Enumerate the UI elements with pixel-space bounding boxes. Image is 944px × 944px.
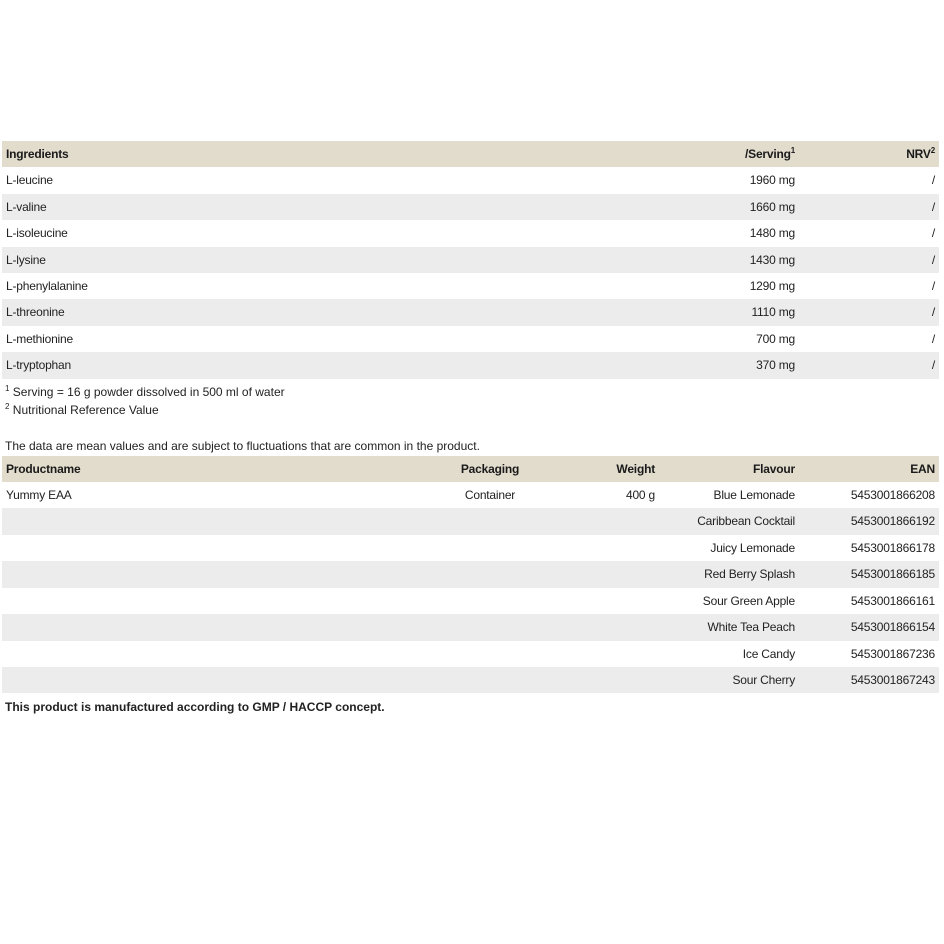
productname-cell: Yummy EAA [6,488,72,503]
footnotes [2,383,939,419]
productname-cell [2,667,390,693]
serving-amount-cell: 1110 mg [751,305,795,320]
serving-header-label: /Serving [745,147,791,161]
nrv-header-footnote-mark: 2 [930,146,935,155]
ingredient-name-cell: L-isoleucine [6,226,68,241]
nrv-header [799,141,939,167]
flavour-cell: Ice Candy [742,646,795,661]
footnote-mark: 2 [5,401,10,411]
nrv-value-cell: / [931,173,935,188]
flavour-cell: Sour Green Apple [702,593,795,608]
table-row [2,588,939,614]
productname-cell [2,588,390,614]
table-row [2,220,939,246]
productname-cell [2,508,390,534]
ingredient-name-cell: L-tryptophan [6,358,71,373]
nrv-value-cell: / [931,252,935,267]
product-table-body [2,482,939,693]
weight-cell [590,535,659,561]
nrv-value-cell: / [931,199,935,214]
serving-amount-cell: 1430 mg [749,252,795,267]
serving-amount-cell: 1660 mg [749,199,795,214]
packaging-cell [390,508,590,534]
nrv-value-cell: / [931,358,935,373]
ean-cell: 5453001866208 [850,488,935,503]
table-row [2,167,939,193]
flavour-cell: Red Berry Splash [704,567,795,582]
nrv-value-cell: / [931,331,935,346]
packaging-cell [390,667,590,693]
packaging-cell: Container [464,488,516,503]
nrv-value-cell: / [931,279,935,294]
ean-cell: 5453001866178 [850,540,935,555]
weight-cell [590,561,659,587]
ean-cell: 5453001866154 [850,620,935,635]
footnote-nrv [5,401,939,419]
nrv-value-cell: / [931,226,935,241]
ingredients-header: Ingredients [6,147,69,161]
nrv-value-cell: / [931,305,935,320]
table-row [2,667,939,693]
ingredient-name-cell: L-lysine [6,252,46,267]
table-row [2,614,939,640]
packaging-cell [390,588,590,614]
ean-cell: 5453001867243 [850,672,935,687]
packaging-cell [390,641,590,667]
ingredients-header-row [2,141,939,167]
ingredient-name-cell: L-threonine [6,305,65,320]
product-header-row [2,456,939,482]
productname-cell [2,535,390,561]
weight-cell [590,641,659,667]
serving-amount-cell: 370 mg [756,358,795,373]
footnote-text: Serving = 16 g powder dissolved in 500 ml of water [12,384,285,399]
ingredients-table-body [2,167,939,378]
ean-cell: 5453001866185 [850,567,935,582]
ingredient-name-cell: L-leucine [6,173,53,188]
table-row [2,508,939,534]
table-row [2,561,939,587]
table-row [2,194,939,220]
ingredient-name-cell: L-methionine [6,331,73,346]
productname-cell [2,561,390,587]
flavour-cell: Sour Cherry [732,672,795,687]
serving-amount-cell: 1290 mg [749,279,795,294]
weight-header: Weight [616,461,655,476]
table-row [2,326,939,352]
ingredients-table [2,141,939,379]
serving-amount-cell: 1480 mg [749,226,795,241]
flavour-cell: White Tea Peach [707,620,795,635]
packaging-cell [390,561,590,587]
productname-header: Productname [6,461,81,476]
serving-amount-cell: 700 mg [756,331,795,346]
ean-header: EAN [910,461,935,476]
footnote-text: Nutritional Reference Value [12,402,159,417]
weight-cell [590,508,659,534]
product-table [2,456,939,694]
flavour-cell: Blue Lemonade [713,488,795,503]
table-row [2,247,939,273]
ingredient-name-cell: L-phenylalanine [6,279,88,294]
manufacturing-note: This product is manufactured according to GMP / HACCP concept. [5,700,385,715]
table-row [2,299,939,325]
productname-cell [2,641,390,667]
footnote-serving [5,383,939,401]
serving-amount-cell: 1960 mg [749,173,795,188]
weight-cell: 400 g [625,488,655,503]
weight-cell [590,588,659,614]
serving-header [602,141,799,167]
packaging-header: Packaging [460,461,520,476]
productname-cell [2,614,390,640]
footnote-mark: 1 [5,383,10,393]
weight-cell [590,614,659,640]
table-row [2,641,939,667]
flavour-cell: Caribbean Cocktail [697,514,795,529]
serving-header-footnote-mark: 1 [790,146,795,155]
packaging-cell [390,614,590,640]
ean-cell: 5453001867236 [850,646,935,661]
ean-cell: 5453001866161 [850,593,935,608]
weight-cell [590,667,659,693]
table-row [2,535,939,561]
product-info-sheet [2,141,939,720]
disclaimer-text: The data are mean values and are subject to fluctuations that are common in the product. [5,438,480,453]
table-row [2,273,939,299]
packaging-cell [390,535,590,561]
ingredient-name-cell: L-valine [6,199,47,214]
table-row [2,482,939,508]
flavour-header: Flavour [753,461,795,476]
ean-cell: 5453001866192 [850,514,935,529]
table-row [2,352,939,378]
nrv-header-label: NRV [906,147,931,161]
flavour-cell: Juicy Lemonade [710,540,795,555]
